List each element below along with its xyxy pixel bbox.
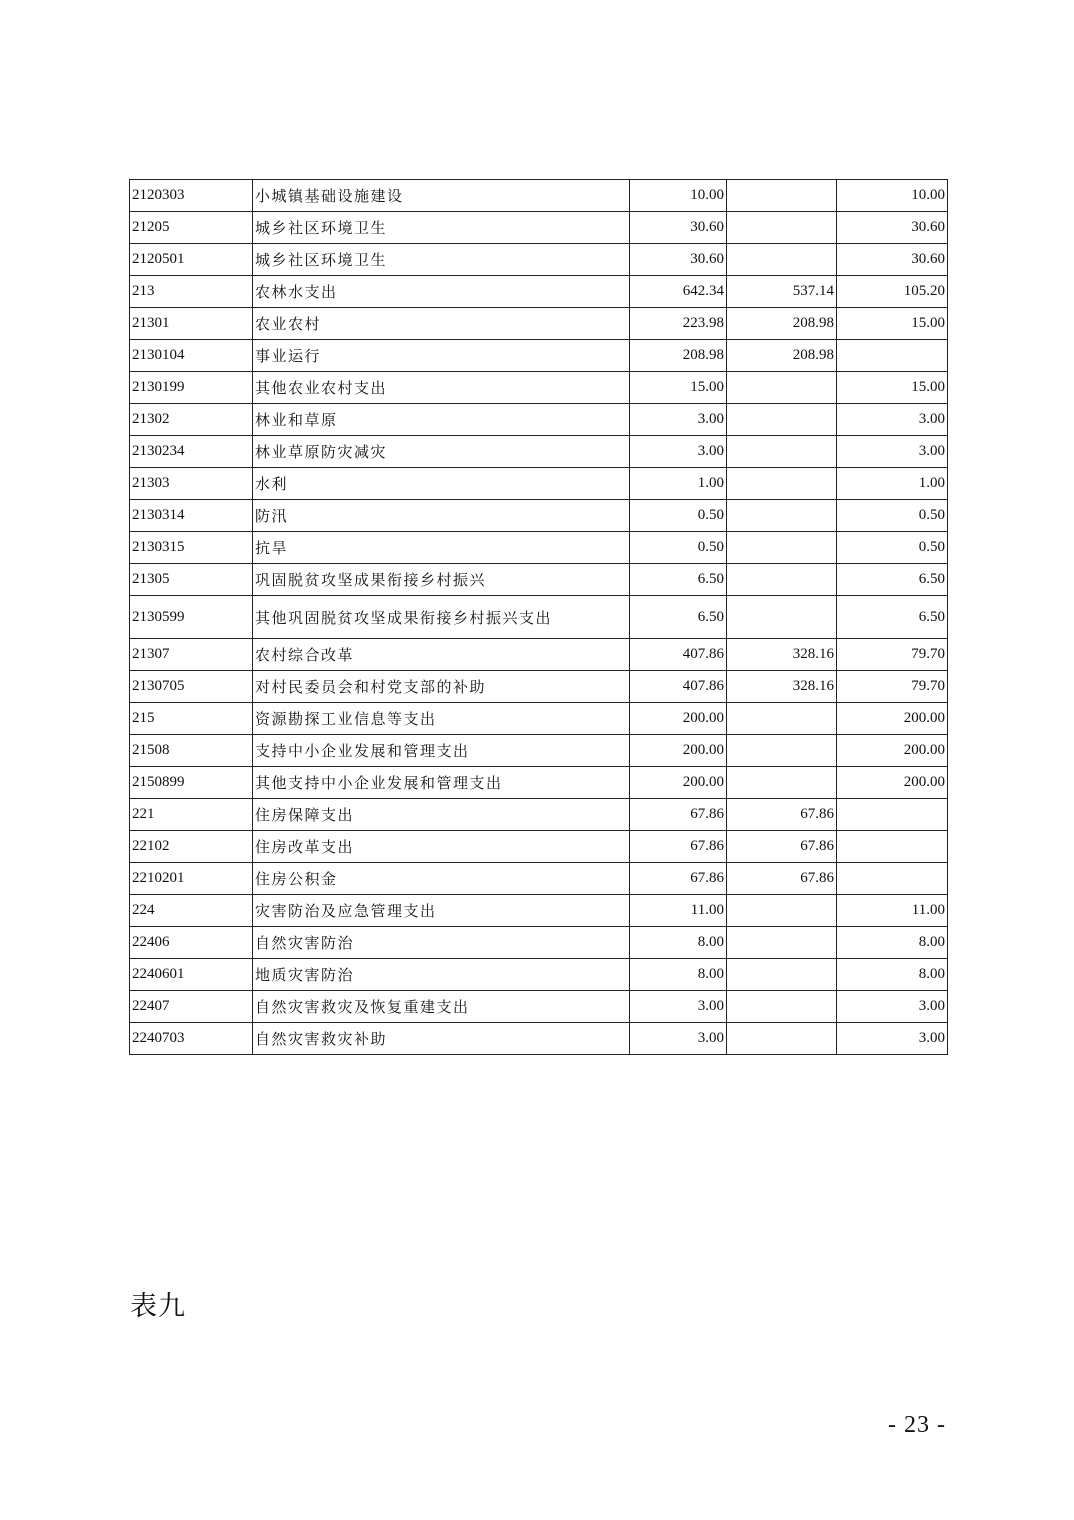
account-code-cell: 2120501	[130, 244, 253, 276]
total-amount-cell: 11.00	[630, 895, 727, 927]
account-name-cell: 支持中小企业发展和管理支出	[253, 735, 630, 767]
total-amount-cell: 407.86	[630, 671, 727, 703]
basic-expenditure-cell	[727, 703, 837, 735]
project-expenditure-cell: 1.00	[837, 468, 948, 500]
table-row	[130, 799, 948, 831]
basic-expenditure-cell: 208.98	[727, 308, 837, 340]
project-expenditure-cell: 79.70	[837, 639, 948, 671]
table-row	[130, 564, 948, 596]
table-row	[130, 991, 948, 1023]
project-expenditure-cell: 6.50	[837, 564, 948, 596]
account-name-cell: 农村综合改革	[253, 639, 630, 671]
account-code-cell: 215	[130, 703, 253, 735]
total-amount-cell: 15.00	[630, 372, 727, 404]
project-expenditure-cell: 15.00	[837, 308, 948, 340]
account-code-cell: 21508	[130, 735, 253, 767]
basic-expenditure-cell	[727, 500, 837, 532]
account-code-cell: 21307	[130, 639, 253, 671]
project-expenditure-cell: 0.50	[837, 532, 948, 564]
table-row	[130, 596, 948, 639]
basic-expenditure-cell: 328.16	[727, 639, 837, 671]
project-expenditure-cell: 3.00	[837, 1023, 948, 1055]
account-code-cell: 213	[130, 276, 253, 308]
account-name-cell: 防汛	[253, 500, 630, 532]
account-name-cell: 对村民委员会和村党支部的补助	[253, 671, 630, 703]
total-amount-cell: 10.00	[630, 180, 727, 212]
table-row	[130, 1023, 948, 1055]
total-amount-cell: 407.86	[630, 639, 727, 671]
total-amount-cell: 223.98	[630, 308, 727, 340]
table-row	[130, 703, 948, 735]
account-code-cell: 2150899	[130, 767, 253, 799]
project-expenditure-cell	[837, 340, 948, 372]
project-expenditure-cell: 200.00	[837, 703, 948, 735]
account-name-cell: 自然灾害防治	[253, 927, 630, 959]
account-name-cell: 小城镇基础设施建设	[253, 180, 630, 212]
account-name-cell: 其他农业农村支出	[253, 372, 630, 404]
table-row	[130, 863, 948, 895]
project-expenditure-cell: 3.00	[837, 991, 948, 1023]
total-amount-cell: 8.00	[630, 927, 727, 959]
total-amount-cell: 208.98	[630, 340, 727, 372]
account-name-cell: 住房保障支出	[253, 799, 630, 831]
account-name-cell: 水利	[253, 468, 630, 500]
account-name-cell: 自然灾害救灾及恢复重建支出	[253, 991, 630, 1023]
project-expenditure-cell: 79.70	[837, 671, 948, 703]
project-expenditure-cell: 8.00	[837, 959, 948, 991]
project-expenditure-cell: 200.00	[837, 767, 948, 799]
basic-expenditure-cell	[727, 1023, 837, 1055]
account-name-cell: 林业和草原	[253, 404, 630, 436]
total-amount-cell: 200.00	[630, 703, 727, 735]
account-code-cell: 21302	[130, 404, 253, 436]
account-code-cell: 2130315	[130, 532, 253, 564]
table-row	[130, 532, 948, 564]
basic-expenditure-cell	[727, 180, 837, 212]
table-row	[130, 212, 948, 244]
basic-expenditure-cell	[727, 372, 837, 404]
account-code-cell: 22407	[130, 991, 253, 1023]
table-row	[130, 639, 948, 671]
basic-expenditure-cell	[727, 404, 837, 436]
account-code-cell: 21305	[130, 564, 253, 596]
project-expenditure-cell: 30.60	[837, 212, 948, 244]
table-row	[130, 735, 948, 767]
account-name-cell: 城乡社区环境卫生	[253, 212, 630, 244]
account-name-cell: 农业农村	[253, 308, 630, 340]
table-row	[130, 372, 948, 404]
account-code-cell: 2120303	[130, 180, 253, 212]
total-amount-cell: 30.60	[630, 212, 727, 244]
budget-table	[129, 179, 948, 1055]
table-row	[130, 340, 948, 372]
total-amount-cell: 642.34	[630, 276, 727, 308]
total-amount-cell: 1.00	[630, 468, 727, 500]
basic-expenditure-cell	[727, 735, 837, 767]
basic-expenditure-cell: 67.86	[727, 831, 837, 863]
basic-expenditure-cell	[727, 959, 837, 991]
project-expenditure-cell: 30.60	[837, 244, 948, 276]
table-row	[130, 959, 948, 991]
project-expenditure-cell: 10.00	[837, 180, 948, 212]
total-amount-cell: 6.50	[630, 596, 727, 639]
total-amount-cell: 8.00	[630, 959, 727, 991]
basic-expenditure-cell	[727, 927, 837, 959]
account-name-cell: 住房公积金	[253, 863, 630, 895]
project-expenditure-cell: 6.50	[837, 596, 948, 639]
total-amount-cell: 30.60	[630, 244, 727, 276]
account-name-cell: 城乡社区环境卫生	[253, 244, 630, 276]
account-code-cell: 221	[130, 799, 253, 831]
total-amount-cell: 67.86	[630, 863, 727, 895]
basic-expenditure-cell: 537.14	[727, 276, 837, 308]
project-expenditure-cell: 0.50	[837, 500, 948, 532]
account-name-cell: 事业运行	[253, 340, 630, 372]
basic-expenditure-cell: 67.86	[727, 799, 837, 831]
total-amount-cell: 3.00	[630, 436, 727, 468]
account-code-cell: 2130199	[130, 372, 253, 404]
basic-expenditure-cell	[727, 991, 837, 1023]
account-name-cell: 林业草原防灾减灾	[253, 436, 630, 468]
total-amount-cell: 3.00	[630, 991, 727, 1023]
project-expenditure-cell: 15.00	[837, 372, 948, 404]
account-code-cell: 2210201	[130, 863, 253, 895]
account-code-cell: 22102	[130, 831, 253, 863]
basic-expenditure-cell	[727, 895, 837, 927]
basic-expenditure-cell	[727, 468, 837, 500]
account-name-cell: 住房改革支出	[253, 831, 630, 863]
table-row	[130, 767, 948, 799]
project-expenditure-cell	[837, 863, 948, 895]
project-expenditure-cell: 105.20	[837, 276, 948, 308]
basic-expenditure-cell	[727, 596, 837, 639]
table-caption: 表九	[130, 1291, 186, 1322]
total-amount-cell: 200.00	[630, 767, 727, 799]
project-expenditure-cell: 3.00	[837, 404, 948, 436]
account-code-cell: 21303	[130, 468, 253, 500]
account-code-cell: 21301	[130, 308, 253, 340]
total-amount-cell: 3.00	[630, 1023, 727, 1055]
total-amount-cell: 67.86	[630, 831, 727, 863]
basic-expenditure-cell	[727, 244, 837, 276]
account-code-cell: 2130234	[130, 436, 253, 468]
table-row	[130, 671, 948, 703]
total-amount-cell: 6.50	[630, 564, 727, 596]
project-expenditure-cell	[837, 831, 948, 863]
table-row	[130, 244, 948, 276]
basic-expenditure-cell	[727, 436, 837, 468]
account-name-cell: 农林水支出	[253, 276, 630, 308]
table-row	[130, 895, 948, 927]
account-code-cell: 21205	[130, 212, 253, 244]
project-expenditure-cell: 3.00	[837, 436, 948, 468]
account-name-cell: 巩固脱贫攻坚成果衔接乡村振兴	[253, 564, 630, 596]
basic-expenditure-cell	[727, 212, 837, 244]
total-amount-cell: 0.50	[630, 532, 727, 564]
project-expenditure-cell: 11.00	[837, 895, 948, 927]
account-code-cell: 2130104	[130, 340, 253, 372]
table-row	[130, 436, 948, 468]
total-amount-cell: 0.50	[630, 500, 727, 532]
account-name-cell: 地质灾害防治	[253, 959, 630, 991]
basic-expenditure-cell: 328.16	[727, 671, 837, 703]
account-name-cell: 其他巩固脱贫攻坚成果衔接乡村振兴支出	[253, 596, 630, 639]
account-code-cell: 2130314	[130, 500, 253, 532]
basic-expenditure-cell	[727, 532, 837, 564]
account-name-cell: 资源勘探工业信息等支出	[253, 703, 630, 735]
table-row	[130, 468, 948, 500]
table-row	[130, 180, 948, 212]
account-name-cell: 自然灾害救灾补助	[253, 1023, 630, 1055]
account-name-cell: 抗旱	[253, 532, 630, 564]
account-code-cell: 2130599	[130, 596, 253, 639]
total-amount-cell: 3.00	[630, 404, 727, 436]
table-body	[130, 180, 948, 1055]
table-row	[130, 404, 948, 436]
page-number: - 23 -	[888, 1412, 946, 1438]
account-name-cell: 灾害防治及应急管理支出	[253, 895, 630, 927]
table-row	[130, 308, 948, 340]
total-amount-cell: 200.00	[630, 735, 727, 767]
table-row	[130, 927, 948, 959]
table-row	[130, 500, 948, 532]
basic-expenditure-cell: 67.86	[727, 863, 837, 895]
basic-expenditure-cell	[727, 767, 837, 799]
table-row	[130, 831, 948, 863]
account-code-cell: 2130705	[130, 671, 253, 703]
project-expenditure-cell: 200.00	[837, 735, 948, 767]
account-code-cell: 2240601	[130, 959, 253, 991]
account-code-cell: 22406	[130, 927, 253, 959]
table-row	[130, 276, 948, 308]
total-amount-cell: 67.86	[630, 799, 727, 831]
account-name-cell: 其他支持中小企业发展和管理支出	[253, 767, 630, 799]
project-expenditure-cell: 8.00	[837, 927, 948, 959]
basic-expenditure-cell: 208.98	[727, 340, 837, 372]
account-code-cell: 2240703	[130, 1023, 253, 1055]
project-expenditure-cell	[837, 799, 948, 831]
account-code-cell: 224	[130, 895, 253, 927]
basic-expenditure-cell	[727, 564, 837, 596]
